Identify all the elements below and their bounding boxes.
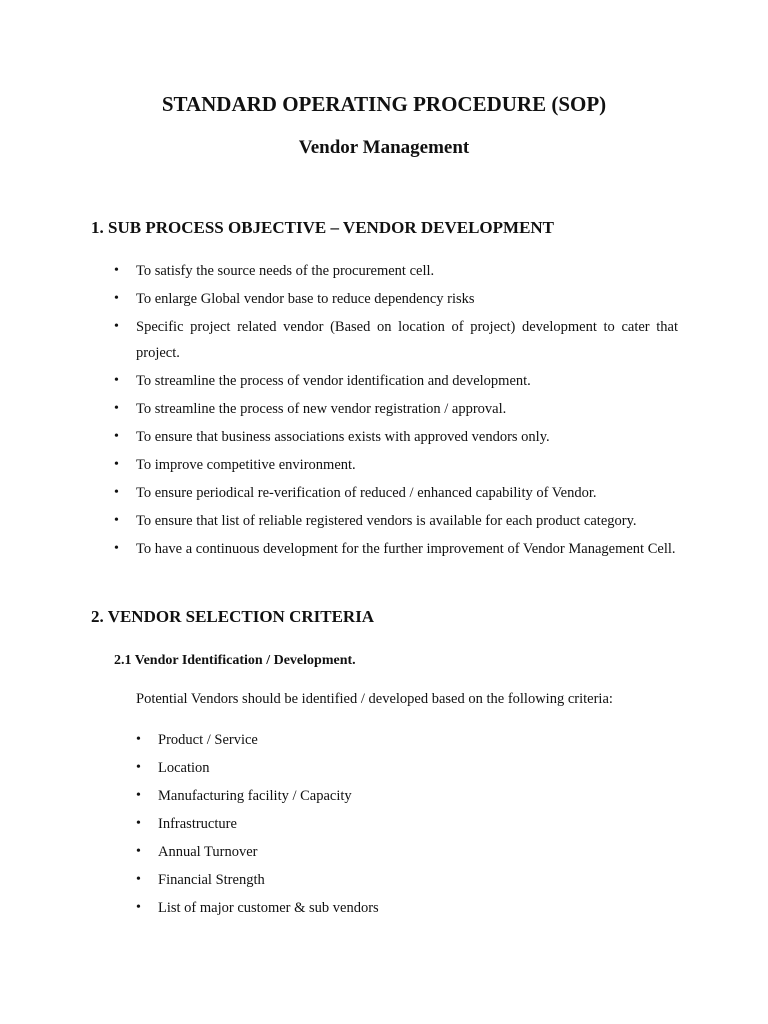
- list-item-text: Location: [158, 760, 210, 776]
- bullet-icon: •: [136, 732, 141, 747]
- list-item-text: To streamline the process of new vendor registration / approval.: [136, 401, 507, 417]
- list-item: [136, 895, 658, 921]
- doc-subtitle: Vendor Management: [298, 137, 470, 158]
- subsection-2-1-heading: 2.1 Vendor Identification / Development.: [114, 653, 356, 668]
- list-item: [114, 536, 678, 562]
- bullet-icon: •: [114, 291, 119, 306]
- list-item-text: To streamline the process of vendor identification and development.: [136, 373, 531, 389]
- bullet-icon: •: [114, 485, 119, 500]
- list-item-text: To ensure that business associations exists with approved vendors only.: [136, 429, 550, 445]
- list-item-text: To ensure that list of reliable registered vendors is available for each product category.: [136, 513, 637, 529]
- bullet-icon: •: [114, 541, 119, 556]
- list-item: [114, 452, 678, 478]
- bullet-icon: •: [136, 816, 141, 831]
- list-item-text: Manufacturing facility / Capacity: [158, 788, 352, 804]
- list-item: [114, 396, 678, 422]
- list-item-text: Financial Strength: [158, 872, 265, 888]
- bullet-icon: •: [114, 457, 119, 472]
- bullet-icon: •: [136, 844, 141, 859]
- bullet-icon: •: [136, 900, 141, 915]
- section1-heading: 1. SUB PROCESS OBJECTIVE – VENDOR DEVELOPMENT: [91, 218, 555, 237]
- list-item: [136, 755, 658, 781]
- list-item: [136, 811, 658, 837]
- list-item-text: Infrastructure: [158, 816, 237, 832]
- bullet-icon: •: [136, 872, 141, 887]
- list-item-text: To enlarge Global vendor base to reduce dependency risks: [136, 291, 475, 307]
- bullet-icon: •: [136, 760, 141, 775]
- list-item-text: Product / Service: [158, 732, 258, 748]
- criteria-list: [136, 727, 658, 923]
- list-item-text: To satisfy the source needs of the procurement cell.: [136, 263, 435, 279]
- section2-heading: 2. VENDOR SELECTION CRITERIA: [91, 607, 375, 626]
- bullet-icon: •: [114, 263, 119, 278]
- list-item: [114, 508, 678, 534]
- list-item-text: Annual Turnover: [158, 844, 258, 860]
- list-item: [114, 480, 678, 506]
- bullet-icon: •: [114, 513, 119, 528]
- list-item: [114, 314, 678, 366]
- bullet-icon: •: [114, 373, 119, 388]
- list-item: [136, 867, 658, 893]
- list-item-text: Specific project related vendor (Based on location of project) development to cater that project.: [136, 319, 678, 361]
- list-item: [114, 368, 678, 394]
- list-item-text: To ensure periodical re-verification of reduced / enhanced capability of Vendor.: [136, 485, 597, 501]
- list-item: [114, 258, 678, 284]
- bullet-icon: •: [114, 429, 119, 444]
- bullet-icon: •: [136, 788, 141, 803]
- list-item: [136, 839, 658, 865]
- list-item-text: To improve competitive environment.: [136, 457, 356, 473]
- list-item: [114, 286, 678, 312]
- objectives-list: [114, 258, 678, 564]
- list-item: [136, 783, 658, 809]
- list-item-text: List of major customer & sub vendors: [158, 900, 379, 916]
- criteria-intro: Potential Vendors should be identified / developed based on the following criteria:: [136, 691, 613, 707]
- list-item: [136, 727, 658, 753]
- bullet-icon: •: [114, 401, 119, 416]
- doc-title: STANDARD OPERATING PROCEDURE (SOP): [161, 92, 607, 116]
- list-item: [114, 424, 678, 450]
- list-item-text: To have a continuous development for the further improvement of Vendor Management Cell.: [136, 541, 676, 557]
- bullet-icon: •: [114, 319, 119, 334]
